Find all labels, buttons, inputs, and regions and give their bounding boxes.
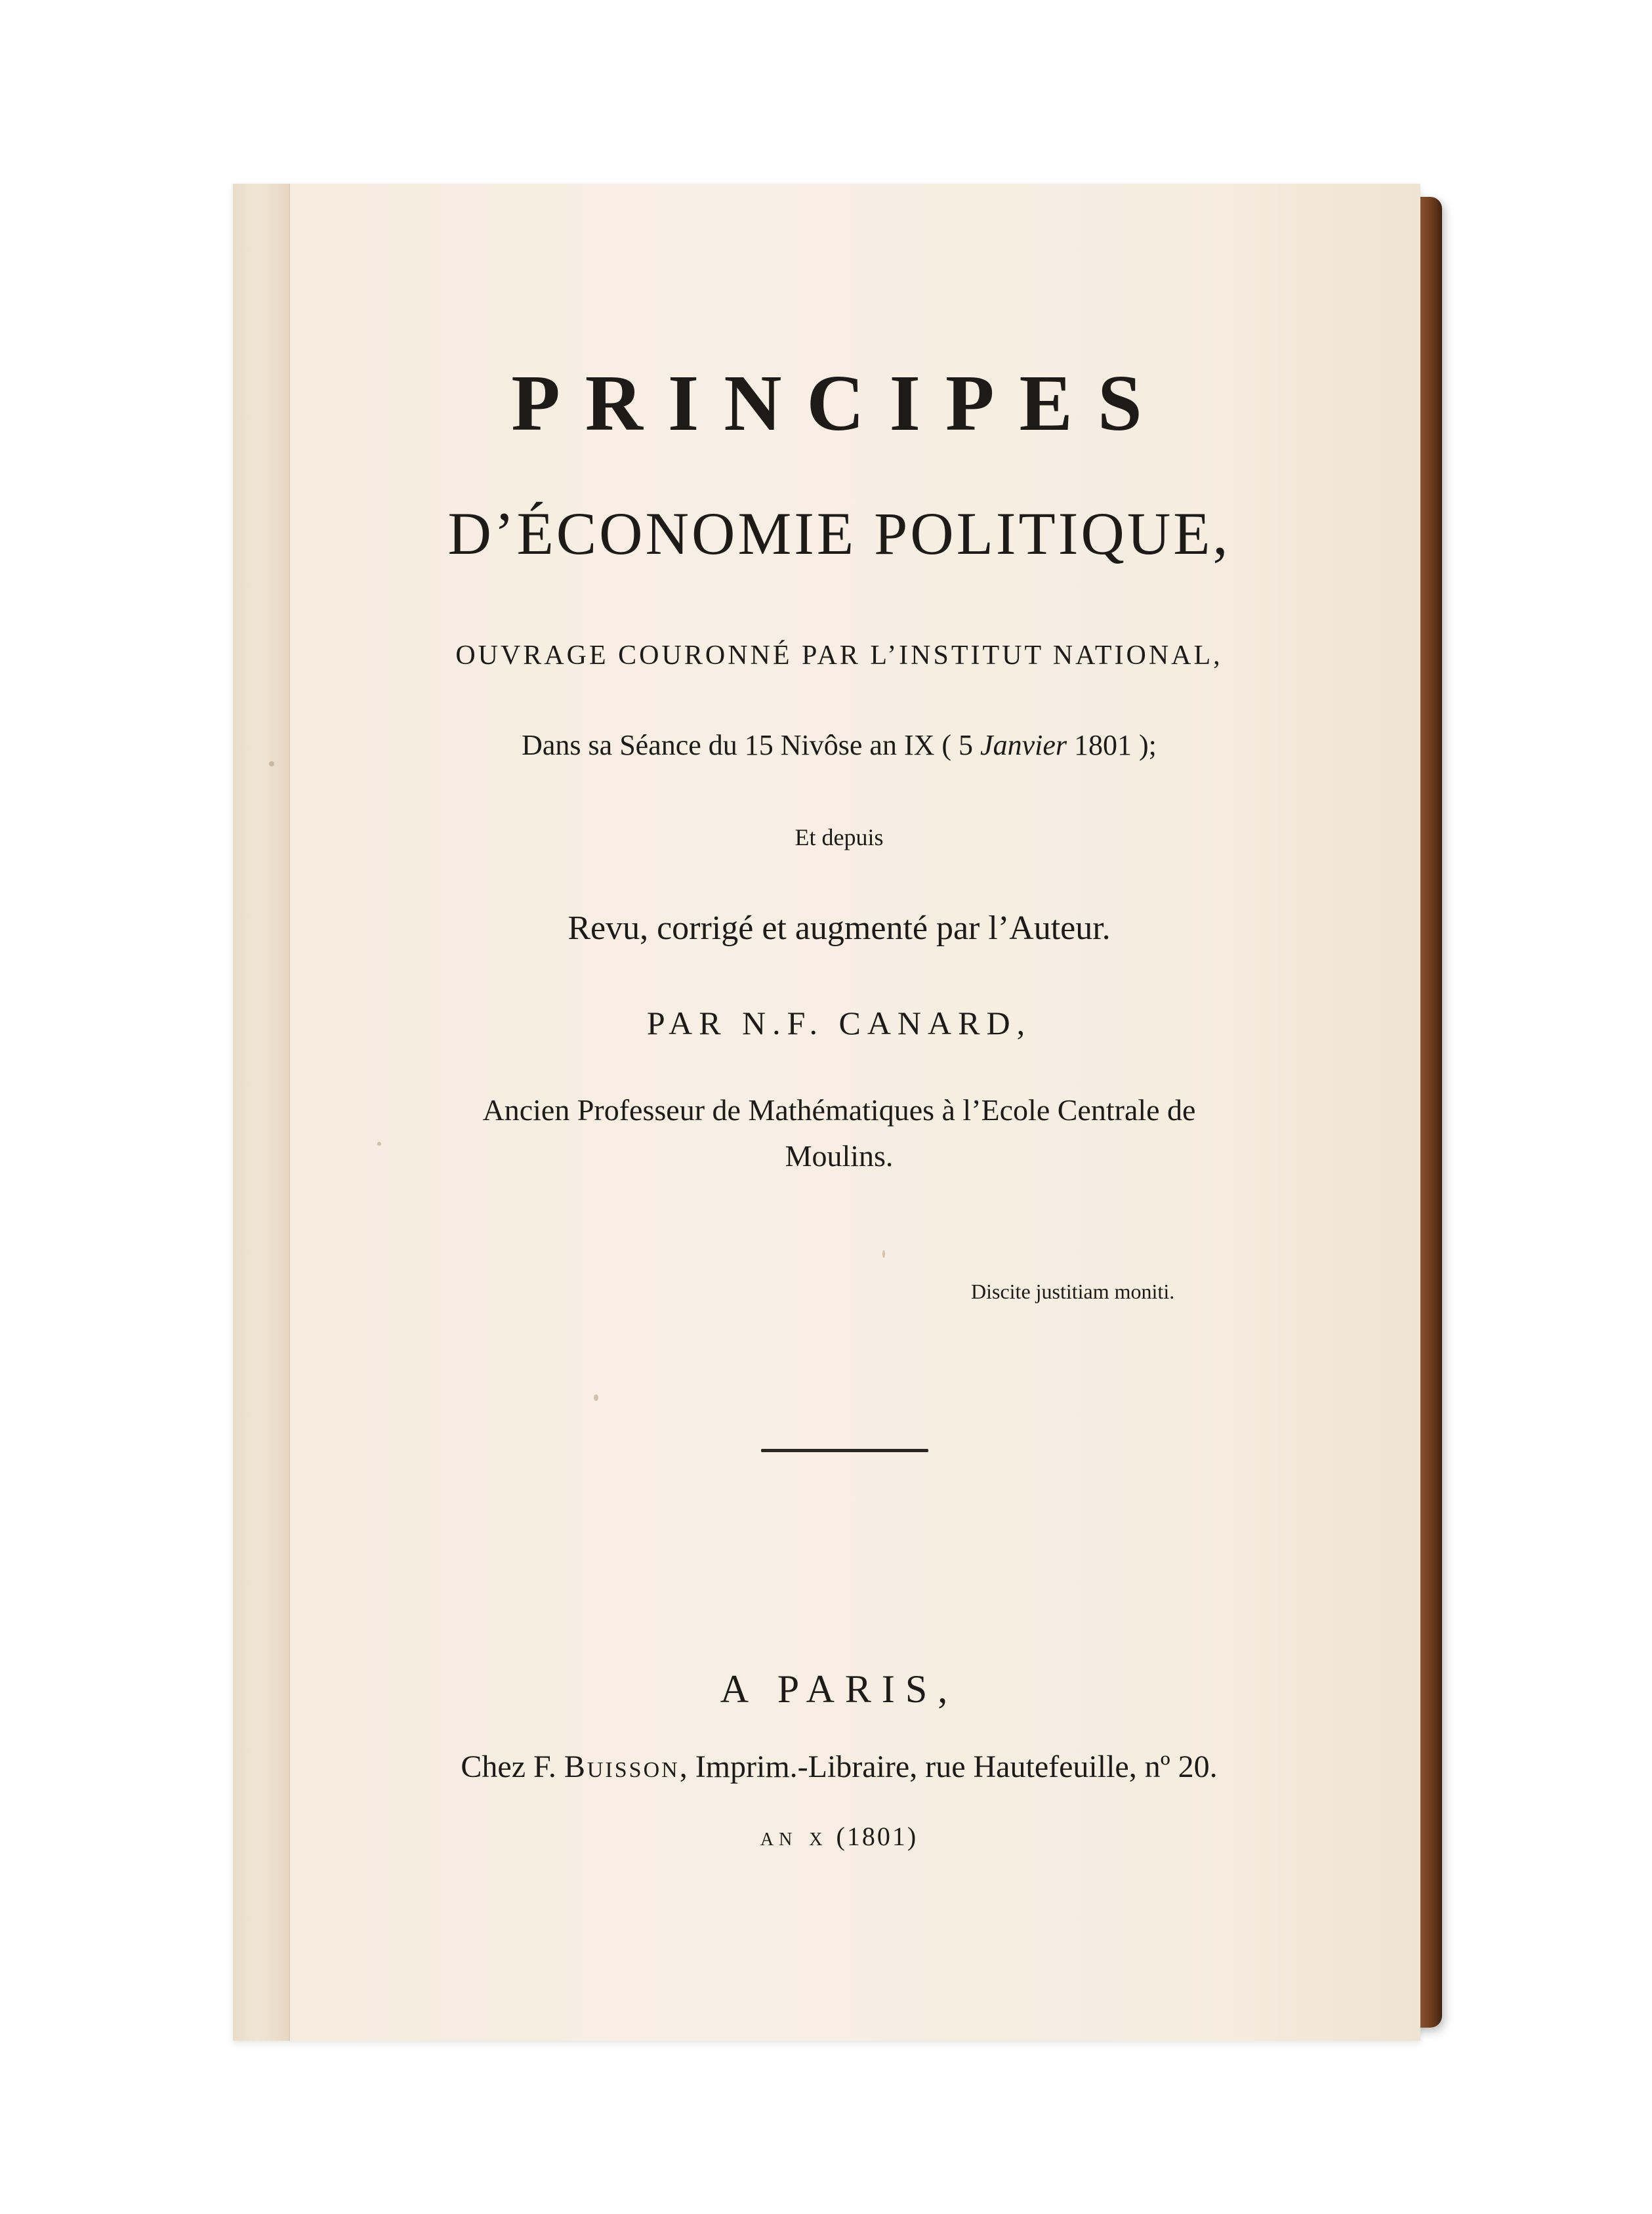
author-title-line-2: Moulins. <box>785 1139 894 1173</box>
award-line: OUVRAGE COURONNÉ PAR L’INSTITUT NATIONAL, <box>455 640 1223 671</box>
imprint-publisher <box>13 1749 1652 1785</box>
session-line-month: Janvier <box>980 729 1067 761</box>
session-line <box>13 728 1652 762</box>
publisher-prefix: Chez F. <box>461 1749 564 1784</box>
publisher-address: , Imprim.-Libraire, rue Hautefeuille, nº 20. <box>679 1749 1218 1784</box>
book-title: PRINCIPES <box>511 359 1167 448</box>
book-subtitle: D’ÉCONOMIE POLITIQUE, <box>447 500 1231 567</box>
imprint-year <box>13 1821 1652 1852</box>
epigraph-motto: Discite justitiam moniti. <box>971 1280 1175 1303</box>
author-line: PAR N.F. CANARD, <box>646 1005 1032 1041</box>
imprint-city: A PARIS, <box>720 1667 959 1711</box>
publisher-name: Buisson <box>564 1749 680 1784</box>
year-prefix: an x <box>760 1822 828 1851</box>
author-title-line-1: Ancien Professeur de Mathématiques à l’Ecole Centrale de <box>482 1093 1196 1127</box>
decorative-rule <box>761 1449 928 1452</box>
foxing-speck <box>594 1394 598 1401</box>
session-line-end: 1801 ); <box>1066 729 1157 761</box>
foxing-speck <box>882 1250 885 1258</box>
revised-line: Revu, corrigé et augmenté par l’Auteur. <box>568 909 1111 947</box>
year-value: (1801) <box>827 1822 919 1851</box>
session-line-start: Dans sa Séance du 15 Nivôse an IX ( 5 <box>522 729 981 761</box>
foxing-speck <box>269 761 274 766</box>
since-line: Et depuis <box>795 824 884 850</box>
